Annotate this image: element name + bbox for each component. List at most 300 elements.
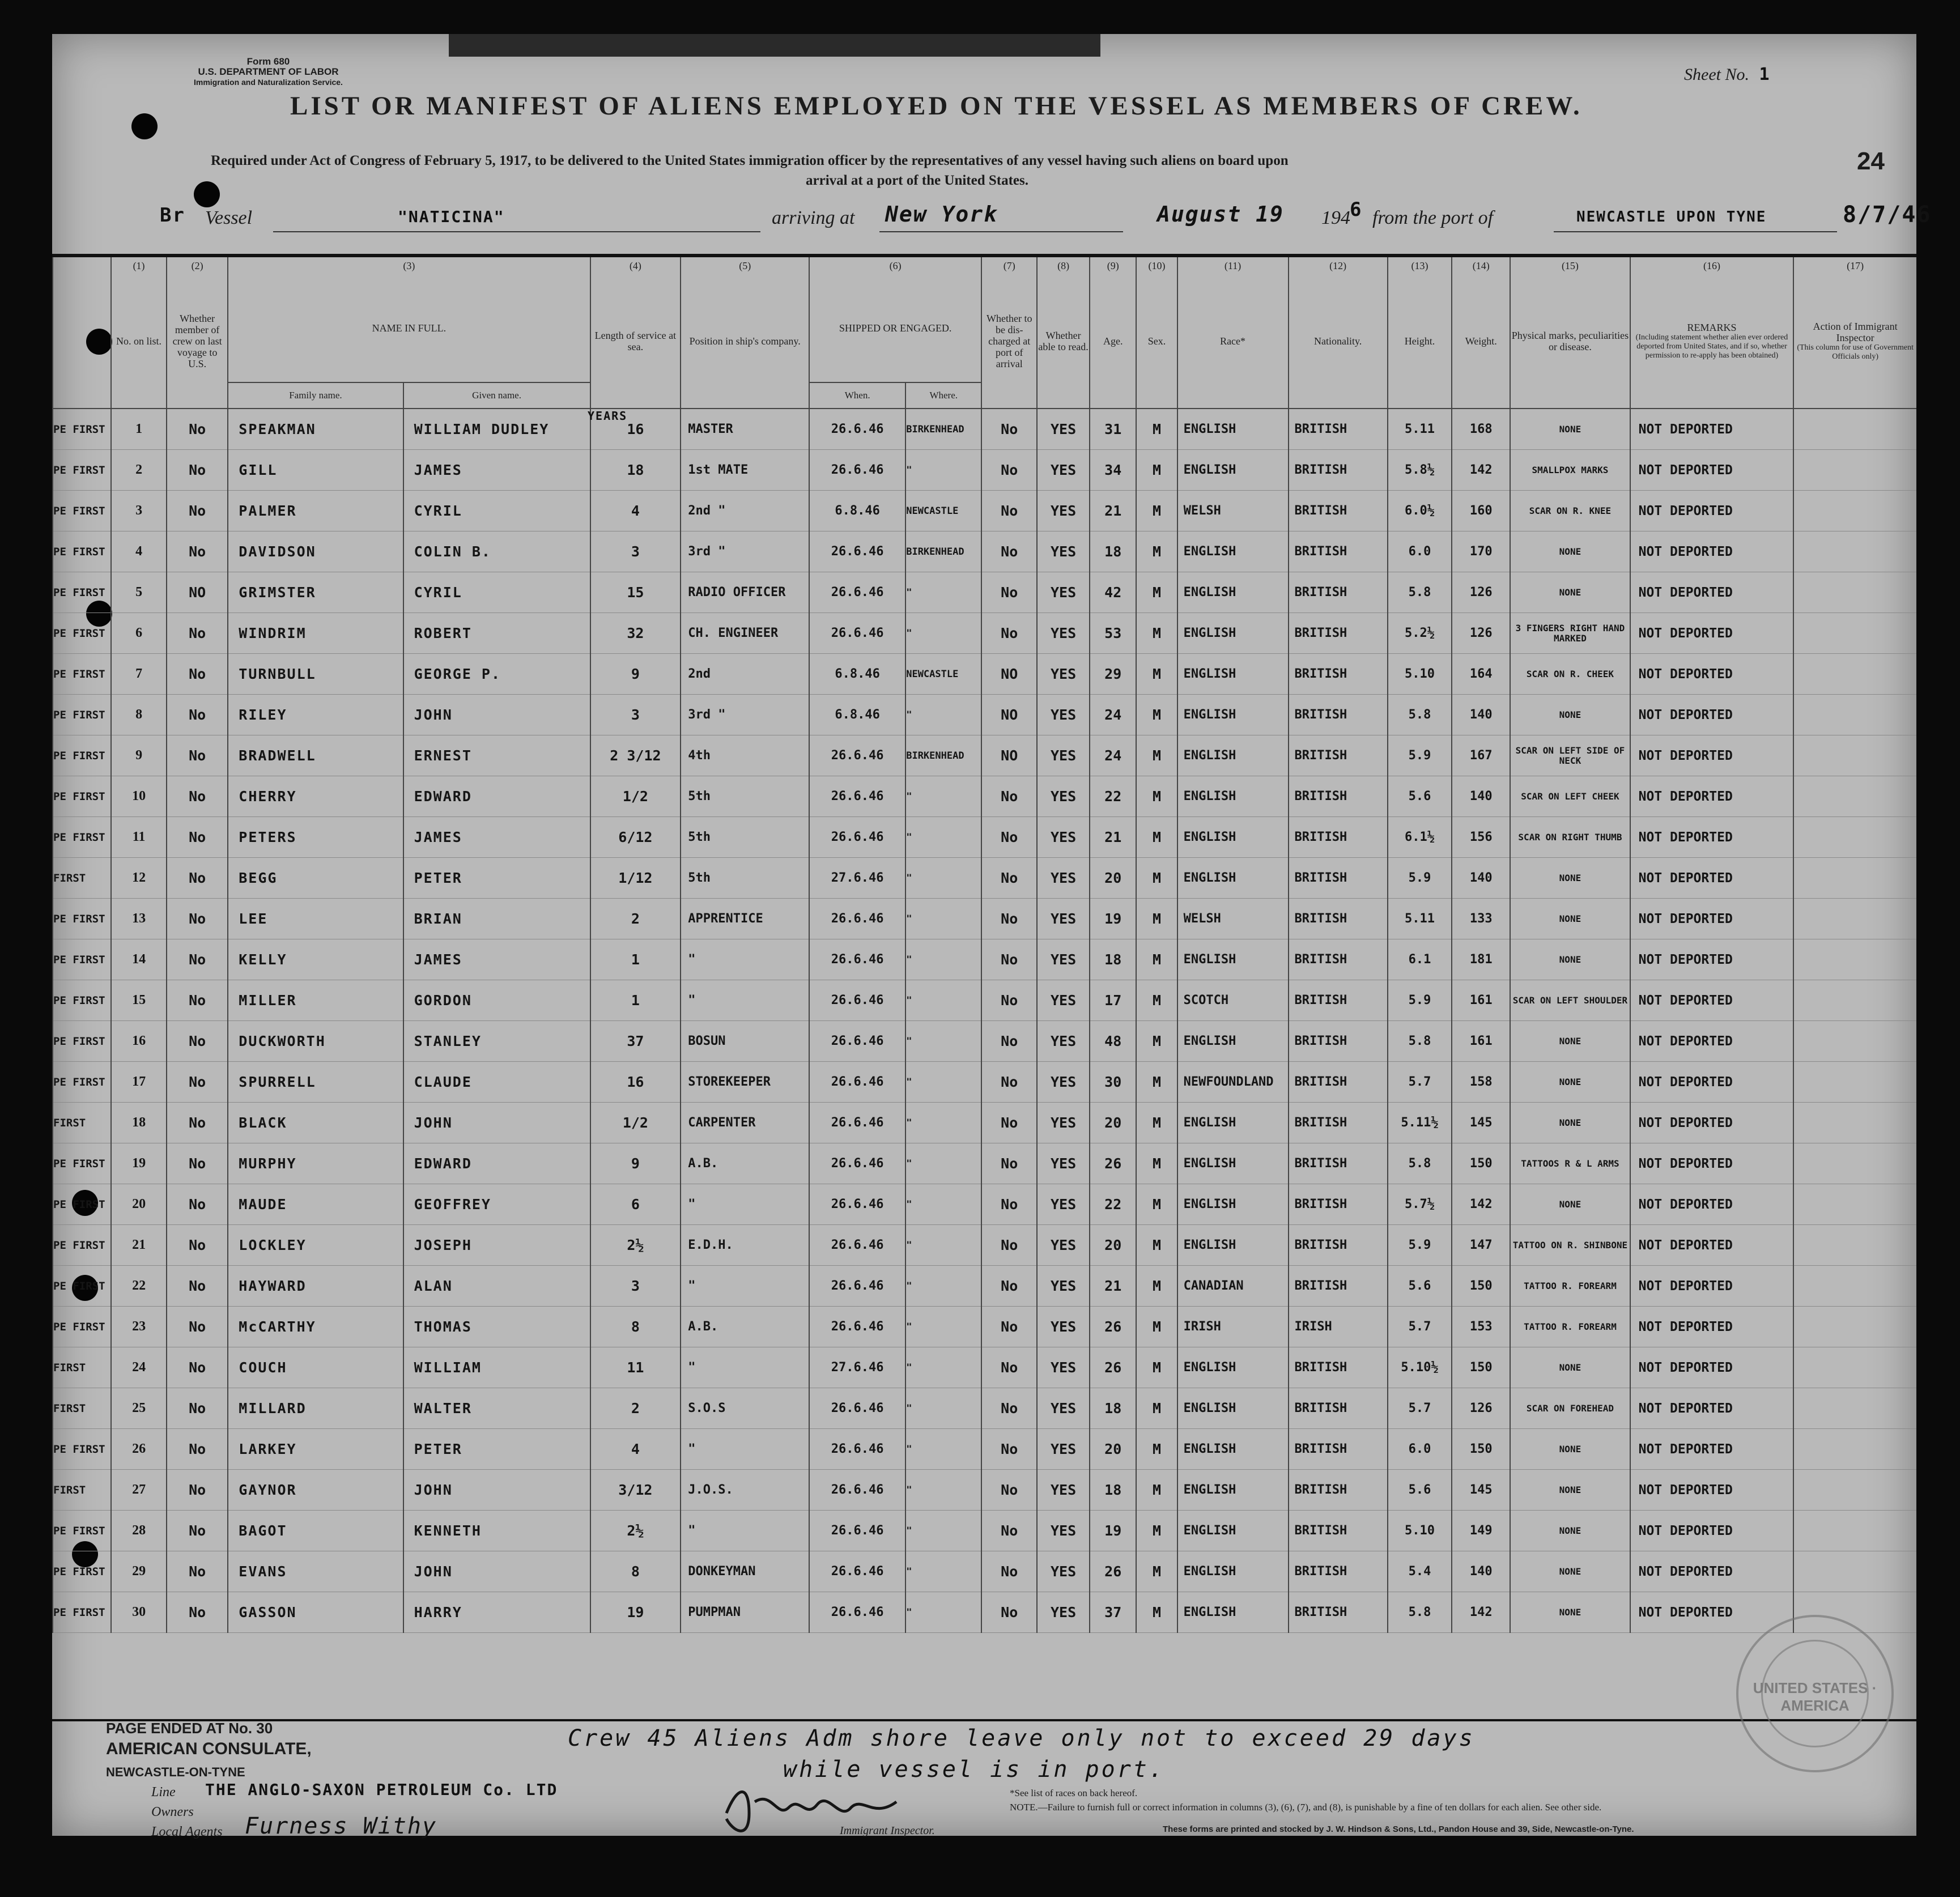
- shipped-when-cell: 26.6.46: [809, 1551, 905, 1592]
- given-name-cell: GEOFFREY: [403, 1184, 590, 1225]
- height-cell: 5.11: [1388, 409, 1452, 450]
- physical-marks-cell: NONE: [1510, 1062, 1630, 1103]
- shipped-when-cell: 27.6.46: [809, 1347, 905, 1388]
- age-cell: 22: [1090, 776, 1136, 817]
- discharged-cell: No: [981, 1511, 1037, 1551]
- crew-number-cell: 11: [111, 817, 167, 858]
- crew-number-cell: 9: [111, 735, 167, 776]
- weight-header: Weight.: [1452, 274, 1510, 409]
- given-name-cell: JAMES: [403, 939, 590, 980]
- consulate-city: NEWCASTLE-ON-TYNE: [106, 1765, 245, 1779]
- height-cell: 5.11½: [1388, 1103, 1452, 1143]
- table-row: [53, 776, 1916, 817]
- table-row: [53, 735, 1916, 776]
- where-header: Where.: [905, 382, 981, 409]
- shipped-where-cell: ": [905, 572, 981, 613]
- sex-cell: M: [1136, 1388, 1177, 1429]
- weight-cell: 133: [1452, 899, 1510, 939]
- crew-number-cell: 1: [111, 409, 167, 450]
- able-to-read-cell: YES: [1037, 1388, 1090, 1429]
- discharged-cell: No: [981, 1103, 1037, 1143]
- age-cell: 19: [1090, 899, 1136, 939]
- physical-marks-cell: NONE: [1510, 1592, 1630, 1633]
- sex-cell: M: [1136, 1225, 1177, 1266]
- height-cell: 5.4: [1388, 1551, 1452, 1592]
- discharged-cell: No: [981, 531, 1037, 572]
- discharged-cell: NO: [981, 695, 1037, 735]
- action-subtitle: (This column for use of Government Officials only): [1797, 343, 1914, 361]
- height-cell: 6.1: [1388, 939, 1452, 980]
- given-name-cell: CYRIL: [403, 491, 590, 531]
- shipped-where-cell: ": [905, 858, 981, 899]
- length-service-cell: 2: [590, 899, 681, 939]
- from-port-label: from the port of: [1372, 207, 1494, 228]
- table-row: [53, 572, 1916, 613]
- nationality-cell: BRITISH: [1289, 899, 1388, 939]
- family-name-header: Family name.: [228, 382, 403, 409]
- physical-marks-cell: SCAR ON FOREHEAD: [1510, 1388, 1630, 1429]
- height-cell: 6.1½: [1388, 817, 1452, 858]
- weight-cell: 161: [1452, 980, 1510, 1021]
- crew-number-cell: 28: [111, 1511, 167, 1551]
- crew-flag-cell: PE FIRST: [53, 1266, 111, 1307]
- nationality-cell: BRITISH: [1289, 1225, 1388, 1266]
- prev-voyage-cell: No: [167, 1347, 228, 1388]
- physical-marks-cell: SCAR ON R. KNEE: [1510, 491, 1630, 531]
- sex-cell: M: [1136, 1021, 1177, 1062]
- remarks-cell: NOT DEPORTED: [1630, 450, 1794, 491]
- shipped-when-cell: 26.6.46: [809, 613, 905, 654]
- physical-marks-cell: SCAR ON LEFT SHOULDER: [1510, 980, 1630, 1021]
- crew-number-cell: 15: [111, 980, 167, 1021]
- sex-cell: M: [1136, 572, 1177, 613]
- sex-cell: M: [1136, 735, 1177, 776]
- family-name-cell: McCARTHY: [228, 1307, 403, 1347]
- discharged-cell: No: [981, 1429, 1037, 1470]
- race-cell: ENGLISH: [1177, 776, 1289, 817]
- column-number: (1): [111, 257, 167, 274]
- shipped-when-cell: 26.6.46: [809, 1429, 905, 1470]
- inspector-action-cell: [1793, 1429, 1916, 1470]
- length-service-cell: 32: [590, 613, 681, 654]
- race-cell: ENGLISH: [1177, 939, 1289, 980]
- table-row: [53, 1388, 1916, 1429]
- column-number: (11): [1177, 257, 1289, 274]
- shipped-when-cell: 6.8.46: [809, 654, 905, 695]
- shipped-where-cell: ": [905, 450, 981, 491]
- able-to-read-cell: YES: [1037, 654, 1090, 695]
- length-service-cell: 8: [590, 1551, 681, 1592]
- physical-marks-cell: SCAR ON R. CHEEK: [1510, 654, 1630, 695]
- inspector-action-cell: [1793, 1062, 1916, 1103]
- given-name-cell: STANLEY: [403, 1021, 590, 1062]
- height-cell: 5.9: [1388, 735, 1452, 776]
- shipped-when-cell: 26.6.46: [809, 1184, 905, 1225]
- inspector-action-cell: [1793, 1225, 1916, 1266]
- weight-cell: 142: [1452, 450, 1510, 491]
- column-number: (2): [167, 257, 228, 274]
- weight-cell: 126: [1452, 1388, 1510, 1429]
- given-name-cell: EDWARD: [403, 776, 590, 817]
- height-cell: 5.8: [1388, 695, 1452, 735]
- nationality-cell: BRITISH: [1289, 1511, 1388, 1551]
- length-service-cell: 9: [590, 654, 681, 695]
- height-cell: 5.10: [1388, 1511, 1452, 1551]
- prev-voyage-cell: No: [167, 531, 228, 572]
- weight-cell: 164: [1452, 654, 1510, 695]
- shipped-where-cell: NEWCASTLE: [905, 491, 981, 531]
- remarks-cell: NOT DEPORTED: [1630, 939, 1794, 980]
- discharged-cell: No: [981, 817, 1037, 858]
- discharged-cell: No: [981, 1143, 1037, 1184]
- remarks-subtitle: (Including statement whether alien ever ordered deported from United States, and if so, whether permission to re-apply has been obtained): [1635, 333, 1788, 360]
- length-service-cell: 37: [590, 1021, 681, 1062]
- shipped-where-cell: ": [905, 695, 981, 735]
- prev-voyage-cell: No: [167, 776, 228, 817]
- family-name-cell: HAYWARD: [228, 1266, 403, 1307]
- weight-cell: 153: [1452, 1307, 1510, 1347]
- inspector-action-cell: [1793, 1347, 1916, 1388]
- table-row: [53, 531, 1916, 572]
- sex-cell: M: [1136, 776, 1177, 817]
- prev-voyage-cell: No: [167, 1062, 228, 1103]
- inspector-action-cell: [1793, 858, 1916, 899]
- race-cell: ENGLISH: [1177, 1551, 1289, 1592]
- height-cell: 5.9: [1388, 1225, 1452, 1266]
- weight-cell: 170: [1452, 531, 1510, 572]
- sex-cell: M: [1136, 491, 1177, 531]
- nationality-cell: BRITISH: [1289, 980, 1388, 1021]
- crew-number-cell: 30: [111, 1592, 167, 1633]
- crew-flag-cell: PE FIRST: [53, 899, 111, 939]
- nationality-cell: BRITISH: [1289, 776, 1388, 817]
- crew-flag-cell: PE FIRST: [53, 613, 111, 654]
- line-label: Line: [151, 1785, 176, 1800]
- family-name-cell: BAGOT: [228, 1511, 403, 1551]
- position-cell: 5th: [681, 776, 809, 817]
- inspector-action-cell: [1793, 1266, 1916, 1307]
- age-cell: 31: [1090, 409, 1136, 450]
- remarks-cell: NOT DEPORTED: [1630, 613, 1794, 654]
- table-row: [53, 1021, 1916, 1062]
- race-cell: CANADIAN: [1177, 1266, 1289, 1307]
- discharged-cell: No: [981, 1307, 1037, 1347]
- prev-voyage-cell: No: [167, 450, 228, 491]
- column-number: (15): [1510, 257, 1630, 274]
- able-to-read-cell: YES: [1037, 695, 1090, 735]
- shipped-when-cell: 26.6.46: [809, 1143, 905, 1184]
- shipped-where-cell: ": [905, 1551, 981, 1592]
- family-name-cell: DAVIDSON: [228, 531, 403, 572]
- shipped-when-cell: 26.6.46: [809, 1103, 905, 1143]
- crew-number-cell: 4: [111, 531, 167, 572]
- shipped-where-cell: ": [905, 1592, 981, 1633]
- form-header-block: [194, 57, 343, 87]
- required-notice-line2: arrival at a port of the United States.: [806, 173, 1028, 188]
- line-value: THE ANGLO-SAXON PETROLEUM Co. LTD: [205, 1780, 558, 1799]
- shipped-when-cell: 26.6.46: [809, 1266, 905, 1307]
- race-cell: WELSH: [1177, 491, 1289, 531]
- length-service-cell: 6/12: [590, 817, 681, 858]
- age-cell: 22: [1090, 1184, 1136, 1225]
- weight-cell: 126: [1452, 572, 1510, 613]
- given-name-cell: CLAUDE: [403, 1062, 590, 1103]
- inspector-action-cell: [1793, 1388, 1916, 1429]
- crew-flag-cell: PE FIRST: [53, 531, 111, 572]
- race-cell: ENGLISH: [1177, 1511, 1289, 1551]
- physical-marks-cell: NONE: [1510, 1103, 1630, 1143]
- inspector-action-cell: [1793, 735, 1916, 776]
- shipped-when-cell: 26.6.46: [809, 572, 905, 613]
- height-cell: 5.7: [1388, 1307, 1452, 1347]
- sex-cell: M: [1136, 980, 1177, 1021]
- race-header: Race*: [1177, 274, 1289, 409]
- given-name-cell: PETER: [403, 1429, 590, 1470]
- length-service-cell: 6: [590, 1184, 681, 1225]
- nationality-cell: BRITISH: [1289, 531, 1388, 572]
- prev-voyage-cell: NO: [167, 572, 228, 613]
- length-service-cell: 9: [590, 1143, 681, 1184]
- sex-cell: M: [1136, 1470, 1177, 1511]
- position-cell: 3rd ": [681, 695, 809, 735]
- height-cell: 5.8: [1388, 1143, 1452, 1184]
- vessel-underline: [273, 231, 760, 232]
- discharged-cell: No: [981, 1388, 1037, 1429]
- table-row: [53, 939, 1916, 980]
- punch-hole: [131, 113, 158, 139]
- inspector-action-cell: [1793, 1021, 1916, 1062]
- table-row: [53, 1551, 1916, 1592]
- table-row: [53, 858, 1916, 899]
- shipped-when-cell: 26.6.46: [809, 1592, 905, 1633]
- inspector-action-cell: [1793, 899, 1916, 939]
- remarks-cell: NOT DEPORTED: [1630, 1143, 1794, 1184]
- discharged-cell: No: [981, 409, 1037, 450]
- remarks-cell: NOT DEPORTED: [1630, 491, 1794, 531]
- able-to-read-cell: YES: [1037, 491, 1090, 531]
- remarks-cell: NOT DEPORTED: [1630, 1592, 1794, 1633]
- remarks-cell: NOT DEPORTED: [1630, 1551, 1794, 1592]
- nationality-cell: BRITISH: [1289, 1592, 1388, 1633]
- when-header: When.: [809, 382, 905, 409]
- arrival-date: August 19: [1157, 202, 1284, 227]
- position-cell: 5th: [681, 858, 809, 899]
- discharged-cell: NO: [981, 735, 1037, 776]
- remarks-cell: NOT DEPORTED: [1630, 776, 1794, 817]
- age-cell: 18: [1090, 1388, 1136, 1429]
- inspector-action-cell: [1793, 1511, 1916, 1551]
- shipped-when-cell: 6.8.46: [809, 695, 905, 735]
- consulate-stamp: [1736, 1615, 1894, 1772]
- discharged-cell: No: [981, 1184, 1037, 1225]
- weight-cell: 147: [1452, 1225, 1510, 1266]
- able-to-read-cell: YES: [1037, 735, 1090, 776]
- nationality-cell: BRITISH: [1289, 409, 1388, 450]
- able-to-read-cell: YES: [1037, 1307, 1090, 1347]
- sex-cell: M: [1136, 1266, 1177, 1307]
- race-cell: ENGLISH: [1177, 1470, 1289, 1511]
- action-header: [1793, 274, 1916, 409]
- able-to-read-cell: YES: [1037, 1225, 1090, 1266]
- inspector-action-cell: [1793, 654, 1916, 695]
- remarks-cell: NOT DEPORTED: [1630, 1307, 1794, 1347]
- nationality-cell: BRITISH: [1289, 735, 1388, 776]
- remarks-title: REMARKS: [1687, 322, 1737, 333]
- length-service-cell: 19: [590, 1592, 681, 1633]
- able-to-read-cell: YES: [1037, 1429, 1090, 1470]
- sex-cell: M: [1136, 1429, 1177, 1470]
- age-cell: 21: [1090, 817, 1136, 858]
- column-number-row: [53, 257, 1916, 274]
- family-name-cell: TURNBULL: [228, 654, 403, 695]
- family-name-cell: MAUDE: [228, 1184, 403, 1225]
- given-name-cell: BRIAN: [403, 899, 590, 939]
- height-cell: 6.0½: [1388, 491, 1452, 531]
- position-cell: APPRENTICE: [681, 899, 809, 939]
- departure-date: 8/7/46: [1843, 202, 1932, 228]
- race-cell: ENGLISH: [1177, 531, 1289, 572]
- height-cell: 5.9: [1388, 858, 1452, 899]
- physical-marks-cell: NONE: [1510, 1021, 1630, 1062]
- length-service-cell: 4: [590, 491, 681, 531]
- table-row: [53, 1184, 1916, 1225]
- race-cell: ENGLISH: [1177, 654, 1289, 695]
- race-cell: ENGLISH: [1177, 1388, 1289, 1429]
- height-cell: 6.0: [1388, 531, 1452, 572]
- shipped-where-cell: ": [905, 1388, 981, 1429]
- able-to-read-cell: YES: [1037, 899, 1090, 939]
- crew-flag-cell: PE FIRST: [53, 450, 111, 491]
- shipped-where-cell: ": [905, 1062, 981, 1103]
- race-cell: ENGLISH: [1177, 1021, 1289, 1062]
- discharged-cell: No: [981, 939, 1037, 980]
- given-name-cell: WILLIAM: [403, 1347, 590, 1388]
- discharged-cell: NO: [981, 654, 1037, 695]
- age-cell: 20: [1090, 1225, 1136, 1266]
- length-service-cell: 16: [590, 409, 681, 450]
- height-cell: 5.6: [1388, 1470, 1452, 1511]
- age-cell: 20: [1090, 1429, 1136, 1470]
- nationality-cell: BRITISH: [1289, 1021, 1388, 1062]
- weight-cell: 142: [1452, 1184, 1510, 1225]
- weight-cell: 140: [1452, 858, 1510, 899]
- given-name-cell: GORDON: [403, 980, 590, 1021]
- age-cell: 24: [1090, 695, 1136, 735]
- able-to-read-cell: YES: [1037, 450, 1090, 491]
- prev-voyage-cell: No: [167, 613, 228, 654]
- position-cell: E.D.H.: [681, 1225, 809, 1266]
- length-service-cell: 2½: [590, 1511, 681, 1551]
- sex-cell: M: [1136, 817, 1177, 858]
- sex-cell: M: [1136, 899, 1177, 939]
- crew-flag-cell: PE FIRST: [53, 1429, 111, 1470]
- penalty-note: NOTE.—Failure to furnish full or correct information in columns (3), (6), (7), and (8), is punishable by a fine of ten dollars for each alien. See other side.: [1010, 1802, 1602, 1813]
- given-name-cell: EDWARD: [403, 1143, 590, 1184]
- crew-number-cell: 2: [111, 450, 167, 491]
- prev-voyage-cell: No: [167, 1592, 228, 1633]
- able-to-read-cell: YES: [1037, 409, 1090, 450]
- race-cell: IRISH: [1177, 1307, 1289, 1347]
- nationality-cell: BRITISH: [1289, 491, 1388, 531]
- age-cell: 19: [1090, 1511, 1136, 1551]
- crew-number-cell: 3: [111, 491, 167, 531]
- race-cell: ENGLISH: [1177, 695, 1289, 735]
- physical-marks-cell: NONE: [1510, 858, 1630, 899]
- physical-marks-cell: NONE: [1510, 939, 1630, 980]
- family-name-cell: SPURRELL: [228, 1062, 403, 1103]
- remarks-cell: NOT DEPORTED: [1630, 858, 1794, 899]
- prev-voyage-cell: No: [167, 817, 228, 858]
- race-cell: ENGLISH: [1177, 1103, 1289, 1143]
- table-row: [53, 450, 1916, 491]
- table-row: [53, 491, 1916, 531]
- shipped-when-cell: 26.6.46: [809, 980, 905, 1021]
- table-row: [53, 409, 1916, 450]
- inspector-action-cell: [1793, 531, 1916, 572]
- prev-voyage-cell: No: [167, 654, 228, 695]
- department-name: U.S. DEPARTMENT OF LABOR: [198, 66, 339, 77]
- sheet-number: 1: [1759, 65, 1771, 84]
- shipped-where-cell: BIRKENHEAD: [905, 531, 981, 572]
- sex-cell: M: [1136, 1184, 1177, 1225]
- crew-flag-cell: PE FIRST: [53, 735, 111, 776]
- crew-flag-cell: PE FIRST: [53, 572, 111, 613]
- column-number: (17): [1793, 257, 1916, 274]
- shipped-where-cell: ": [905, 817, 981, 858]
- remarks-cell: NOT DEPORTED: [1630, 1103, 1794, 1143]
- shipped-where-cell: ": [905, 899, 981, 939]
- shipped-when-cell: 26.6.46: [809, 1225, 905, 1266]
- prev-voyage-cell: No: [167, 1470, 228, 1511]
- age-cell: 29: [1090, 654, 1136, 695]
- sex-cell: M: [1136, 654, 1177, 695]
- given-name-cell: PETER: [403, 858, 590, 899]
- height-cell: 5.8: [1388, 1592, 1452, 1633]
- physical-marks-cell: NONE: [1510, 572, 1630, 613]
- physical-marks-cell: TATTOO R. FOREARM: [1510, 1266, 1630, 1307]
- arriving-port: New York: [885, 202, 998, 227]
- length-service-cell: 16: [590, 1062, 681, 1103]
- weight-cell: 145: [1452, 1470, 1510, 1511]
- column-number: (10): [1136, 257, 1177, 274]
- discharged-cell: No: [981, 1021, 1037, 1062]
- length-service-cell: 1/2: [590, 776, 681, 817]
- shipped-when-cell: 26.6.46: [809, 1511, 905, 1551]
- shipped-where-cell: ": [905, 1511, 981, 1551]
- shipped-where-cell: ": [905, 1021, 981, 1062]
- remarks-cell: NOT DEPORTED: [1630, 409, 1794, 450]
- remarks-cell: NOT DEPORTED: [1630, 899, 1794, 939]
- height-cell: 5.2½: [1388, 613, 1452, 654]
- inspector-action-cell: [1793, 1470, 1916, 1511]
- position-cell: ": [681, 1347, 809, 1388]
- shipped-when-cell: 26.6.46: [809, 1062, 905, 1103]
- given-name-cell: ROBERT: [403, 613, 590, 654]
- position-cell: 1st MATE: [681, 450, 809, 491]
- remarks-cell: NOT DEPORTED: [1630, 1062, 1794, 1103]
- page-ended-label: PAGE ENDED AT No. 30: [106, 1720, 273, 1737]
- weight-cell: 140: [1452, 776, 1510, 817]
- column-number: (16): [1630, 257, 1794, 274]
- weight-cell: 150: [1452, 1143, 1510, 1184]
- able-to-read-cell: YES: [1037, 1266, 1090, 1307]
- prev-voyage-cell: No: [167, 1184, 228, 1225]
- position-cell: PUMPMAN: [681, 1592, 809, 1633]
- table-row: [53, 1470, 1916, 1511]
- crew-note-line2: while vessel is in port.: [783, 1756, 1165, 1783]
- crew-number-cell: 29: [111, 1551, 167, 1592]
- position-cell: STOREKEEPER: [681, 1062, 809, 1103]
